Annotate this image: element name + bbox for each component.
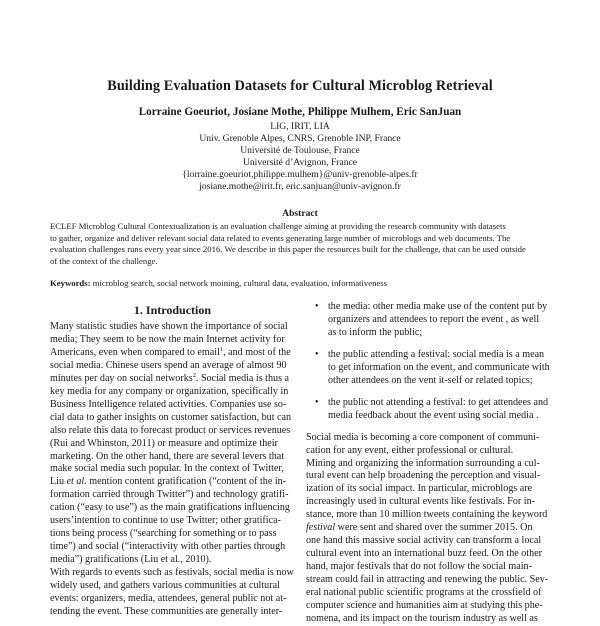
text-line: ization of its social impact. In particular, microblogs are	[306, 483, 533, 495]
text-line: stream could fail in attracting and renewing the public. Sev-	[306, 574, 549, 586]
bullet-icon: •	[315, 301, 319, 312]
bullet-list	[306, 301, 552, 423]
right-column	[306, 301, 552, 626]
text-line: as to inform the public;	[328, 326, 423, 338]
text-line: the media: other media make use of the content put by	[328, 301, 548, 312]
text-line: make social media such popular. In the context of Twitter,	[50, 463, 284, 475]
footnote-marker: 2	[192, 371, 196, 379]
right-paragraph-2	[306, 458, 552, 626]
keywords-text: microblog search, social network moining, cultural data, evaluation, informativeness	[90, 278, 388, 288]
text-line: hand, major festivals that do not follow the social main-	[306, 561, 532, 573]
keywords-label: Keywords:	[50, 278, 91, 288]
text-line	[50, 476, 295, 489]
text-line: cation (“easy to use”) as the main gratifications influencing	[50, 502, 290, 514]
abstract-line: ECLEF Microblog Cultural Contextualization is an evaluation challenge aiming at providing the research community with datasets	[50, 221, 506, 231]
text-line: Social media is becoming a core component of communi-	[306, 431, 540, 443]
text-line: increasingly used in cultural events like festivals. For in-	[306, 496, 536, 508]
text-span: Americans, even when compared to email	[50, 346, 220, 358]
text-line: events: organizers, media, attendees, general public not at-	[50, 593, 287, 605]
text-span: Liu	[50, 476, 65, 488]
text-line: Business Intelligence related activities. Companies use so-	[50, 398, 287, 410]
text-line: Mining and organizing the information surrounding a cul-	[306, 457, 540, 469]
text-span: mention content gratification (“content of the in-	[86, 476, 287, 488]
bullet-item-public-attending	[306, 349, 552, 388]
bullet-icon: •	[315, 396, 319, 408]
text-line: tural event can help broadening the perception and visual-	[306, 470, 541, 482]
abstract-line: evaluation challenges runs every year since 2016. We describe in this paper the resources built for the challenge, that can be used outside	[50, 244, 526, 255]
text-line: the public not attending a festival: to get attendees and	[328, 396, 549, 408]
email-line: {lorraine.goeuriot,philippe.mulhem}@univ-grenoble-alpes.fr	[182, 168, 418, 180]
affiliation-line: Université d’Avignon, France	[242, 156, 358, 168]
abstract-line: of the context of the challenge.	[50, 255, 158, 266]
left-column	[50, 301, 295, 619]
affiliation-line: Univ. Grenoble Alpes, CNRS, Grenoble INP, France	[199, 132, 401, 144]
text-line	[50, 347, 295, 360]
text-line	[306, 522, 552, 535]
text-line: the public attending a festival: social media is a mean	[328, 348, 545, 360]
italic-span: festival	[306, 522, 336, 534]
text-line: media; They seem to be now the main Internet activity for	[50, 333, 285, 345]
bullet-icon: •	[315, 348, 319, 360]
text-line: organizers and attendees to report the event , as well	[328, 313, 540, 325]
text-line: Many statistic studies have shown the importance of social	[50, 321, 288, 332]
paper-title: Building Evaluation Datasets for Cultural Microblog Retrieval	[107, 78, 493, 94]
text-line: other attendees on the vent it-self or related topics;	[328, 374, 533, 386]
text-span: were sent and shared over the summer 2015. On	[335, 522, 533, 534]
abstract-body	[50, 221, 550, 267]
text-line: to get information on the event, and communicate with	[328, 361, 550, 373]
affiliation-line: Université de Toulouse, France	[240, 144, 360, 156]
italic-span: et al.	[66, 476, 87, 488]
text-line: With regards to events such as festivals, social media is now	[50, 567, 294, 579]
text-line: also relate this data to forecast product or services revenues	[50, 424, 291, 436]
bullet-item-media	[306, 301, 552, 340]
text-line: tending the event. These communities are generally inter-	[50, 605, 283, 617]
bullet-item-public-not-attending	[306, 397, 552, 423]
text-span: , and most of the	[223, 346, 291, 358]
text-span: minutes per day on social networks	[50, 372, 193, 384]
affiliation-line: LIG, IRIT, LIA	[270, 121, 330, 132]
affiliations	[0, 121, 600, 192]
text-span: . Social media is thus a	[195, 372, 290, 384]
text-line: cial data to gather insights on customer satisfaction, but can	[50, 411, 292, 423]
text-line: one hand this massive social activity can transform a local	[306, 535, 542, 547]
text-line: (Rui and Whinston, 2011) or measure and optimize their	[50, 437, 278, 449]
text-line: eral national public scientific programs at the crossfield of	[306, 587, 542, 599]
text-line: media”) gratifications (Liu et al., 2010).	[50, 554, 212, 566]
intro-paragraph-1	[50, 321, 295, 567]
paper-authors: Lorraine Goeuriot, Josiane Mothe, Philippe Mulhem, Eric SanJuan	[138, 106, 462, 118]
text-line: marketing. On the other hand, there are several levers that	[50, 450, 285, 462]
right-paragraph-1	[306, 432, 552, 458]
section-heading-introduction: 1. Introduction	[133, 303, 212, 317]
text-line: key media for any company or organization, specifically in	[50, 385, 289, 397]
text-line: social media. Chinese users spend an average of almost 90	[50, 359, 287, 371]
text-line: stance, more than 10 million tweets containing the keyword	[306, 509, 548, 521]
text-line: tions being process (“searching for something or to pass	[50, 528, 277, 540]
text-line: widely used, and gathers various communities at cultural	[50, 580, 280, 592]
abstract-line: to gather, organize and deliver relevant social data related to events generating large number of microblogs and web documents. The	[50, 232, 511, 243]
email-line: josiane.mothe@irit.fr, eric.sanjuan@univ-avignon.fr	[199, 180, 401, 192]
text-line: formation carried through Twitter”) and technology gratifi-	[50, 489, 289, 501]
text-line: nomena, and its impact on the tourism industry as well as	[306, 612, 538, 624]
text-line: users’intention to continue to use Twitter; other gratifica-	[50, 515, 281, 527]
keywords	[50, 278, 550, 288]
text-line: cultural event into an international buzz feed. On the other	[306, 548, 542, 560]
text-line: computer science and humanities aim at studying this phe-	[306, 600, 543, 612]
intro-paragraph-2	[50, 567, 295, 619]
footnote-marker: 1	[219, 345, 224, 353]
abstract-heading: Abstract	[282, 208, 318, 219]
text-line: media feedback about the event using social media .	[328, 409, 539, 421]
text-line	[50, 373, 295, 386]
text-line: time”) and social (“interactivity with other parties through	[50, 541, 286, 553]
text-line: cation for any event, either professional or cultural.	[306, 444, 514, 456]
